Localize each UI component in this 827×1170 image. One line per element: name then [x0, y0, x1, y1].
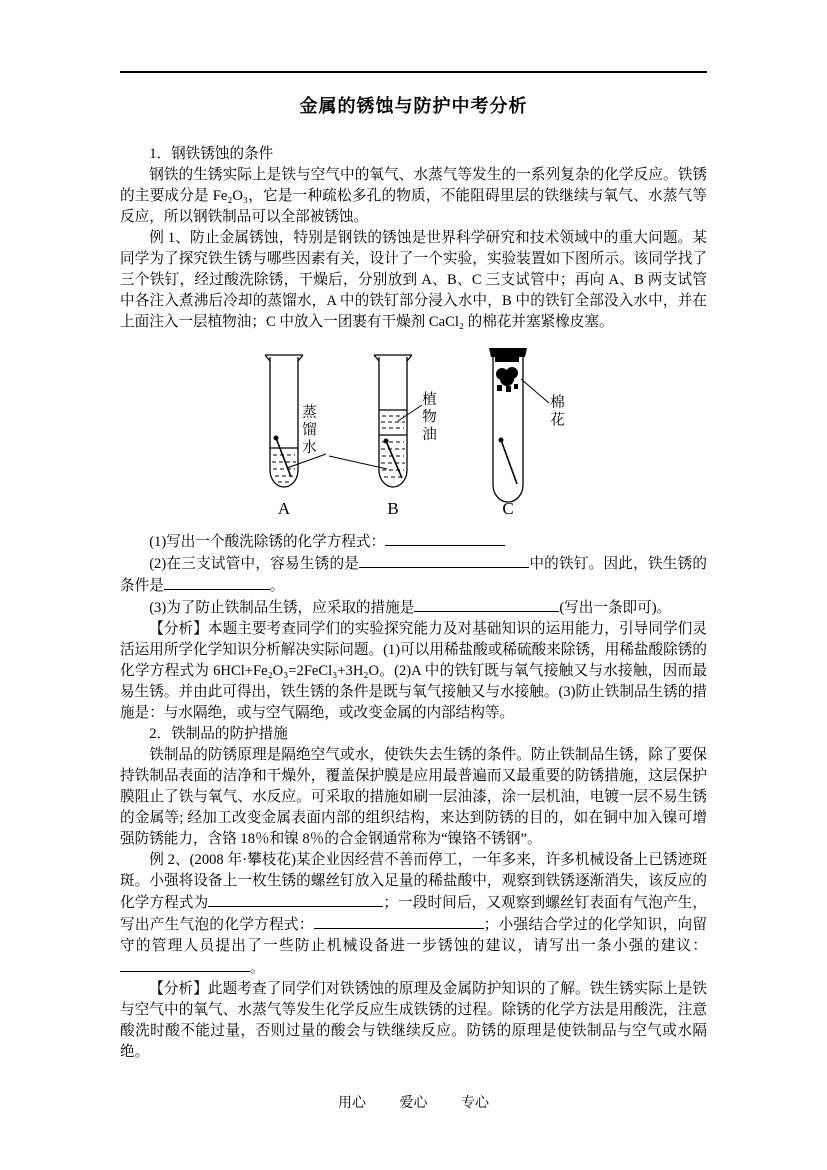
- cotton-label: 棉花: [548, 394, 564, 429]
- document-body: [120, 144, 707, 1063]
- question-1-text: (1)写出一个酸洗除锈的化学方程式：: [149, 534, 386, 550]
- answer-blank-q2a: [359, 553, 529, 568]
- question-2-text-pre: (2)在三支试管中，容易生锈的是: [149, 556, 360, 572]
- question-2-text-end: 。: [269, 578, 285, 594]
- question-3-text-end: (写出一条即可)。: [559, 600, 672, 616]
- question-1: [120, 531, 707, 553]
- cotton-ball: [496, 367, 518, 392]
- iron-nail-a: [274, 436, 292, 478]
- example-2-text-mid1: ；一段时间后，又观察到螺丝钉表面有气泡产生，写出产生气泡的化学方程式：: [120, 895, 707, 933]
- example-2: [120, 850, 707, 979]
- answer-blank-ex2a: [208, 892, 383, 907]
- footer-motto-1: 用心: [338, 1096, 366, 1111]
- example-2-text-mid2: ；小强结合学过的化学知识，向留守的管理人员提出了一些防止机械设备进一步锈蚀的建议，请写出一条小强的建议：: [120, 917, 707, 954]
- question-2: [120, 553, 707, 597]
- tube-b-letter: B: [387, 499, 399, 518]
- distilled-water-label: 蒸馏水: [300, 404, 316, 457]
- experiment-figure: [230, 348, 590, 524]
- label-pointer-lines: [287, 379, 549, 469]
- section1-paragraph-example1: 例 1、防止金属锈蚀，特别是钢铁的锈蚀是世界科学研究和技术领域中的重大问题。某同学为了探究铁生锈与哪些因素有关，设计了一个实验，实验装置如下图所示。该同学找了三个铁钉，经过酸洗除锈，干燥后，分别放到 A、B、C 三支试管中；再向 A、B 两支试管中各注入煮沸后冷却的蒸馏水，A 中的铁钉部分浸入水中，B 中的铁钉全部没入水中，并在上面注入一层植物油；C 中放入一团裹有干燥剂 CaCl₂ 的棉花并塞紧橡皮塞。: [120, 230, 707, 330]
- iron-nail-c: [499, 438, 518, 485]
- section1-heading: 1．钢铁锈蚀的条件: [149, 146, 274, 162]
- tube-c-letter: C: [502, 499, 514, 518]
- question-3: [120, 597, 707, 619]
- tube-a-letter: A: [277, 499, 291, 518]
- page-title: 金属的锈蚀与防护中考分析: [299, 96, 528, 116]
- answer-blank-ex2b: [314, 914, 484, 929]
- analysis-1: 【分析】本题主要考查同学们的实验探究能力及对基础知识的运用能力，引导同学们灵活运用所学化学知识分析解决实际问题。(1)可以用稀盐酸或稀硫酸来除锈，用稀盐酸除锈的化学方程式为 6HCl+Fe₂O₃=2FeCl₃+3H₂O。(2)A 中的铁钉既与氧气接触又与水接触，因而最易生锈。并由此可得出，铁生锈的条件是既与氧气接触又与水接触。(3)防止铁制品生锈的措施是：与水隔绝，或与空气隔绝，或改变金属的内部结构等。: [120, 621, 707, 721]
- question-3-text-pre: (3)为了防止铁制品生锈，应采取的措施是: [149, 600, 415, 616]
- footer-motto-2: 爱心: [399, 1096, 428, 1111]
- answer-blank-ex2c: [120, 957, 250, 972]
- example-2-text-end: 。: [250, 960, 265, 976]
- analysis-2: 【分析】此题考查了同学们对铁锈蚀的原理及金属防护知识的了解。铁生锈实际上是铁与空气中的氧气、水蒸气等发生化学反应生成铁锈的过程。除锈的化学方法是用酸洗，注意酸洗时酸不能过量，否则过量的酸会与铁继续反应。防锈的原理是使铁制品与空气或水隔绝。: [120, 981, 707, 1060]
- test-tubes-diagram: [230, 348, 590, 524]
- header-rule: [120, 71, 707, 73]
- question-2-text-mid: 中的铁钉。因此，铁生锈的条件是: [120, 556, 707, 594]
- answer-blank-q1: [385, 531, 505, 546]
- vegetable-oil-label: 植物油: [420, 391, 436, 444]
- answer-blank-q2b: [164, 575, 270, 590]
- section2-heading: 2．铁制品的防护措施: [149, 726, 288, 742]
- footer-motto-3: 专心: [461, 1096, 489, 1111]
- page-footer: [0, 1092, 827, 1112]
- section1-paragraph-1: 钢铁的生锈实际上是铁与空气中的氧气、水蒸气等发生的一系列复杂的化学反应。铁锈的主要成分是 Fe₂O₃，它是一种疏松多孔的物质，不能阻碍里层的铁继续与氧气、水蒸气等反应，所以钢铁制品可以全部被锈蚀。: [120, 167, 707, 225]
- liquid-hatching: [272, 416, 405, 482]
- iron-nail-b: [384, 439, 403, 479]
- rubber-stopper: [489, 348, 527, 362]
- answer-blank-q3: [414, 597, 559, 612]
- section2-paragraph-1: 铁制品的防锈原理是隔绝空气或水，使铁失去生锈的条件。防止铁制品生锈，除了要保持铁制品表面的洁净和干燥外，覆盖保护膜是应用最普遍而又最重要的防锈措施，这层保护膜阻止了铁与氧气、水反应。可采取的措施如刷一层油漆，涂一层机油，电镀一层不易生锈的金属等; 经加工改变金属表面内部的组织结构，来达到防锈的目的，如在铜中加入镍可增强防锈能力，含铬 18％和镍 8％的合金钢通常称为“镍铬不锈钢”。: [120, 747, 707, 847]
- example-2-text-pre: 例 2、(2008 年·攀枝花)某企业因经营不善而停工，一年多来，许多机械设备上已锈迹斑斑。小强将设备上一枚生锈的螺丝钉放入足量的稀盐酸中，观察到铁锈逐渐消失，该反应的化学方程式为: [120, 852, 707, 911]
